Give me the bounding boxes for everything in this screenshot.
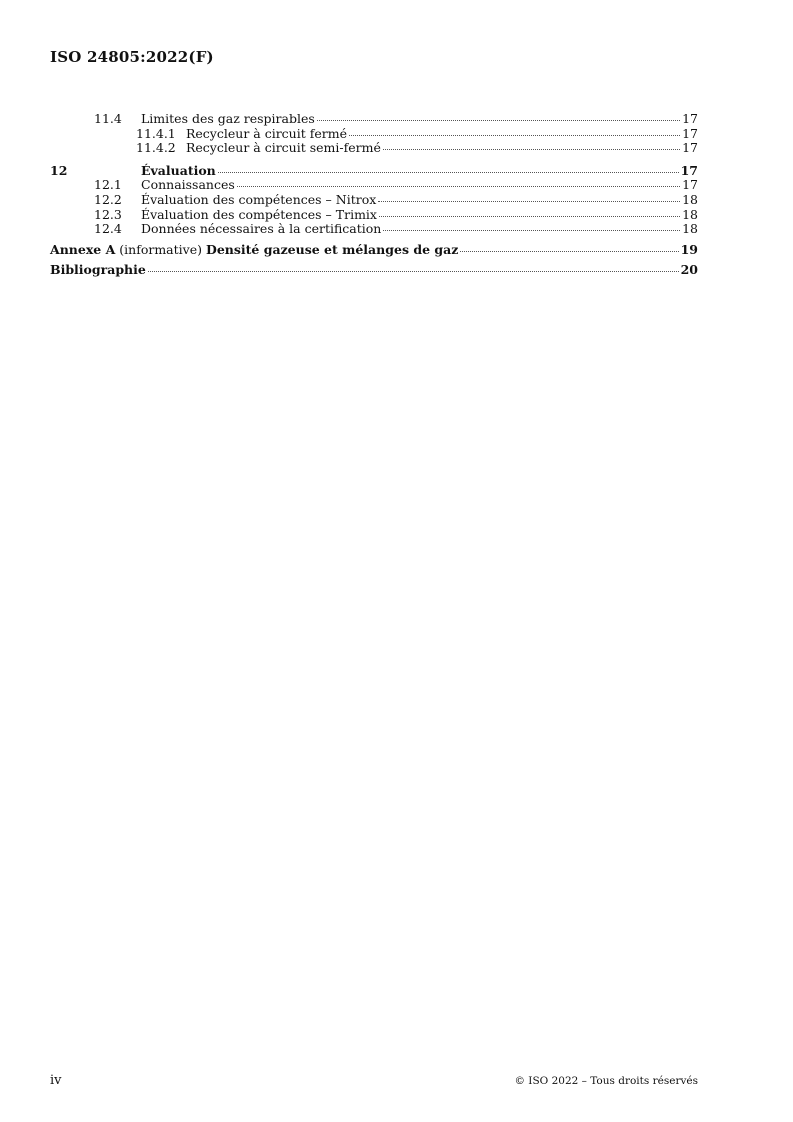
- toc-number: 12: [50, 162, 68, 178]
- table-of-contents: [50, 112, 698, 278]
- toc-entry-11-4-2[interactable]: [50, 141, 698, 156]
- toc-title: Recycleur à circuit semi-fermé: [186, 140, 381, 156]
- dot-leader: [383, 220, 680, 231]
- toc-entry-bibliographie[interactable]: [50, 263, 698, 278]
- toc-page: 18: [682, 221, 698, 237]
- toc-page: 18: [682, 206, 698, 222]
- toc-page: 17: [682, 177, 698, 193]
- toc-title: Recycleur à circuit fermé: [186, 125, 347, 141]
- toc-title: Connaissances: [141, 177, 235, 193]
- toc-page: 17: [682, 111, 698, 126]
- toc-page: 17: [682, 125, 698, 141]
- copyright-notice: © ISO 2022 – Tous droits réservés: [514, 1075, 698, 1087]
- toc-number: 11.4.1: [136, 125, 176, 141]
- page-number: iv: [50, 1073, 62, 1088]
- toc-title: Bibliographie: [50, 262, 146, 278]
- toc-page: 20: [680, 262, 698, 278]
- dot-leader: [148, 261, 679, 272]
- toc-page: 18: [682, 191, 698, 207]
- dot-leader: [460, 241, 678, 252]
- dot-leader: [218, 162, 679, 173]
- toc-title: Évaluation des compétences – Nitrox: [141, 191, 377, 207]
- toc-entry-12-4[interactable]: [50, 222, 698, 237]
- toc-number: 11.4: [94, 111, 122, 126]
- toc-annex-prefix: Annexe A: [50, 241, 116, 257]
- toc-entry-annexe-a[interactable]: [50, 243, 698, 258]
- dot-leader: [379, 206, 680, 217]
- toc-page: 17: [682, 140, 698, 156]
- toc-title: Évaluation des compétences – Trimix: [141, 206, 377, 222]
- toc-page: 17: [680, 162, 698, 178]
- toc-annex-qualifier: (informative): [119, 241, 202, 257]
- toc-page: 19: [680, 241, 698, 257]
- toc-title: Densité gazeuse et mélanges de gaz: [205, 241, 459, 257]
- toc-number: 12.3: [94, 206, 122, 222]
- toc-number: 12.1: [94, 177, 122, 193]
- toc-number: 12.2: [94, 191, 122, 207]
- dot-leader: [349, 125, 680, 136]
- toc-number: 12.4: [94, 221, 122, 237]
- dot-leader: [378, 191, 680, 202]
- toc-title: Évaluation: [141, 162, 216, 178]
- dot-leader: [317, 110, 680, 121]
- dot-leader: [237, 176, 680, 187]
- document-id: ISO 24805:2022(F): [50, 48, 214, 66]
- dot-leader: [383, 139, 680, 150]
- toc-title: Limites des gaz respirables: [141, 111, 315, 126]
- toc-number: 11.4.2: [136, 140, 176, 156]
- toc-title: Données nécessaires à la certification: [141, 221, 382, 237]
